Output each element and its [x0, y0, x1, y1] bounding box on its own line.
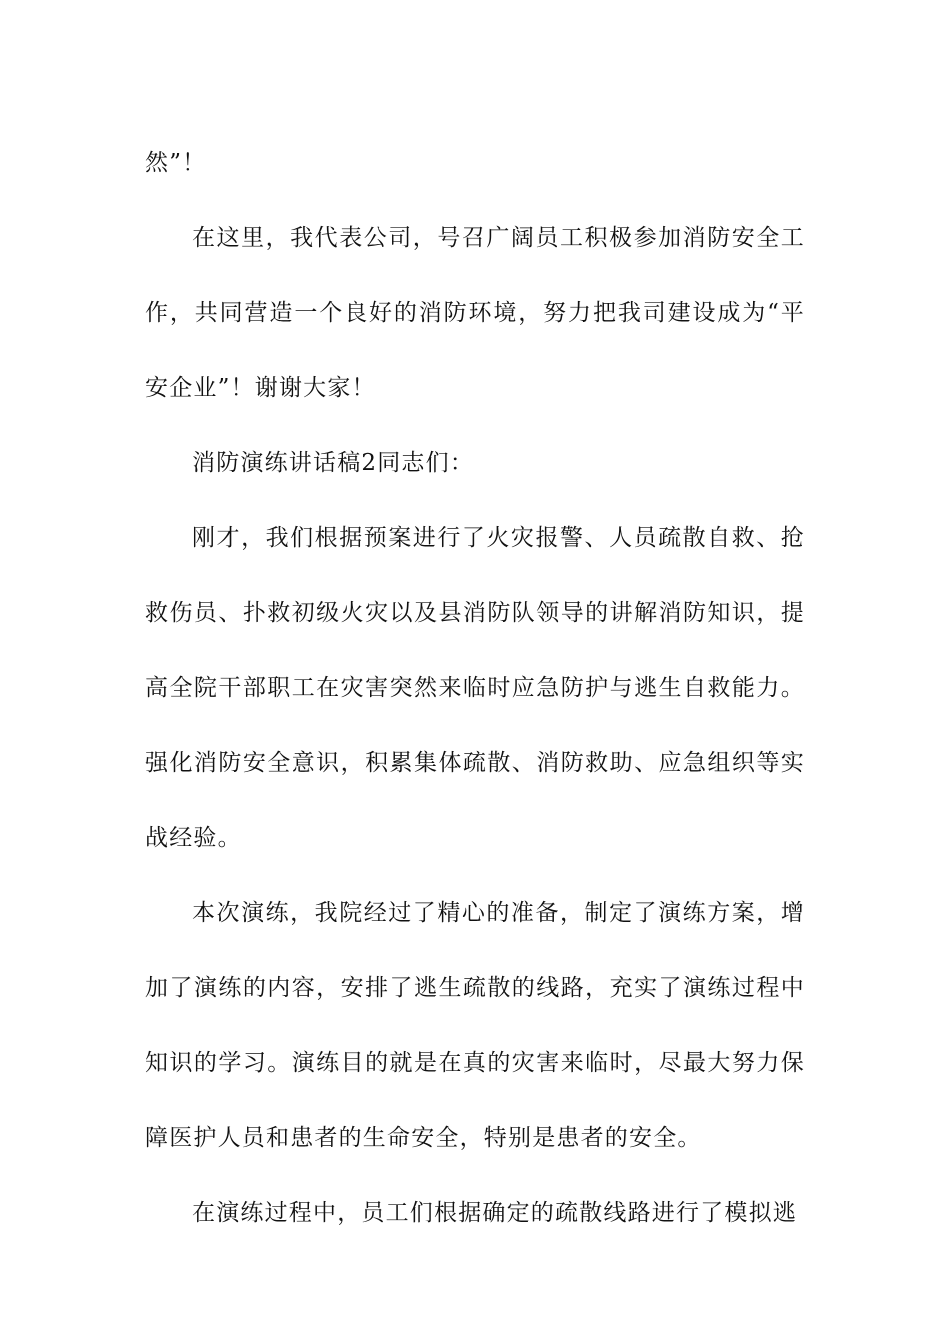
- paragraph-speech-heading: 消防演练讲话稿2同志们：: [192, 450, 475, 476]
- paragraph-drill-process: 在演练过程中，员工们根据确定的疏散线路进行了模拟逃: [192, 1200, 797, 1226]
- document-body: [145, 126, 805, 1251]
- paragraph-drill-summary: 刚才，我们根据预案进行了火灾报警、人员疏散自救、抢救伤员、扑救初级火灾以及县消防队领导的讲解消防知识，提高全院干部职工在灾害突然来临时应急防护与逃生自救能力。强化消防安全意识，积累集体疏散、消防救助、应急组织等实战经验。: [145, 525, 805, 851]
- paragraph-continuation: 然”！: [145, 150, 207, 176]
- paragraph-closing-call: 在这里，我代表公司，号召广阔员工积极参加消防安全工作，共同营造一个良好的消防环境，努力把我司建设成为“平安企业”！谢谢大家！: [145, 225, 805, 401]
- paragraph-drill-preparation: 本次演练，我院经过了精心的准备，制定了演练方案，增加了演练的内容，安排了逃生疏散的线路，充实了演练过程中知识的学习。演练目的就是在真的灾害来临时，尽最大努力保障医护人员和患者的生命安全，特别是患者的安全。: [145, 900, 805, 1151]
